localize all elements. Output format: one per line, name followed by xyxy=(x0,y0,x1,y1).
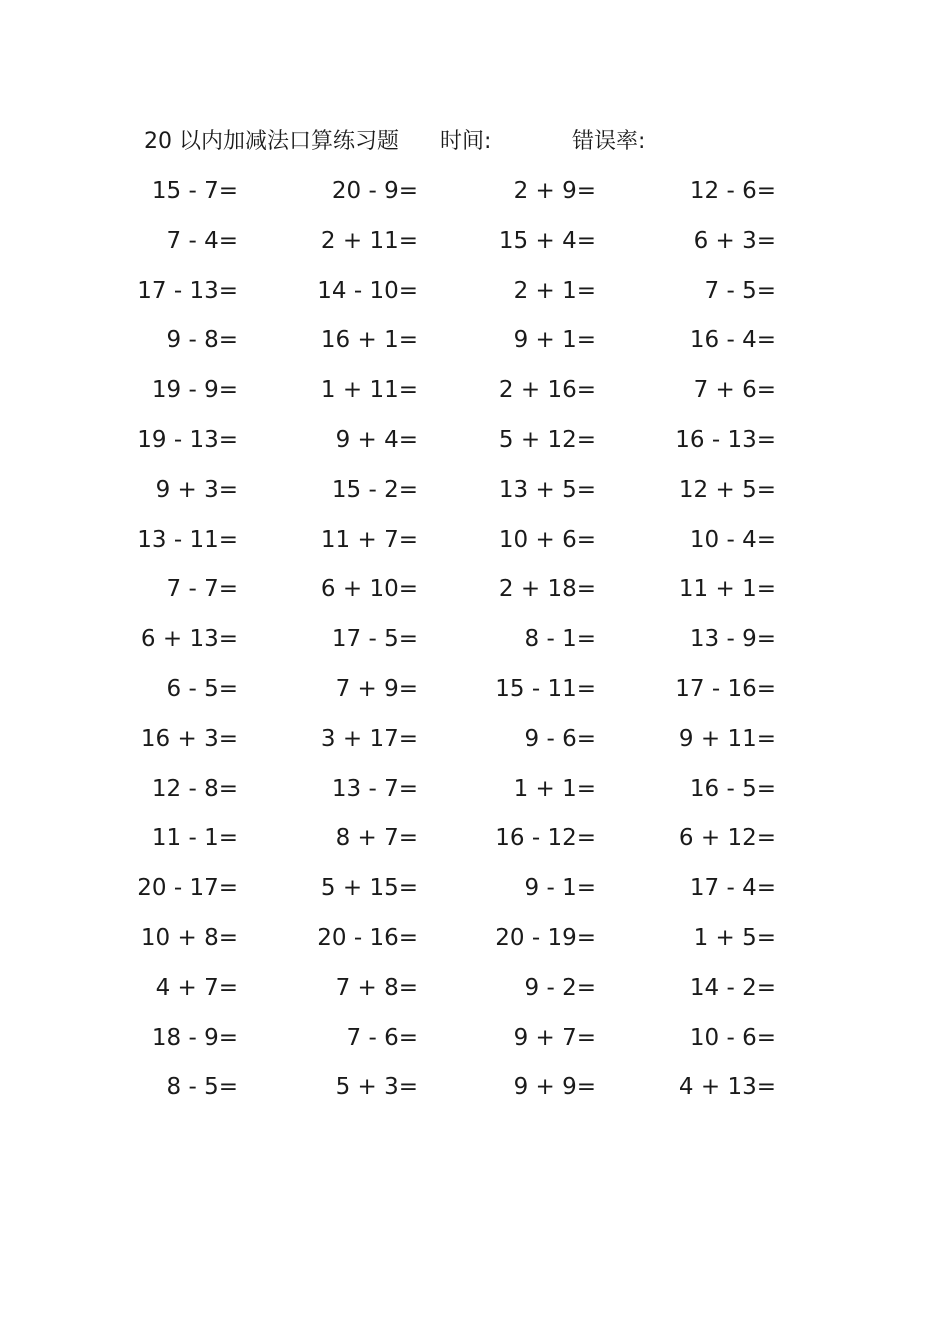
arithmetic-problem: 19 - 9= xyxy=(151,377,238,404)
problem-row xyxy=(130,819,810,869)
arithmetic-problem: 6 - 5= xyxy=(166,675,238,702)
arithmetic-problem: 10 + 6= xyxy=(498,526,596,553)
problem-row xyxy=(130,421,810,471)
problem-row xyxy=(130,321,810,371)
arithmetic-problem: 20 - 9= xyxy=(331,178,418,204)
arithmetic-problem: 2 + 1= xyxy=(513,277,596,304)
arithmetic-problem: 6 + 13= xyxy=(140,626,238,653)
arithmetic-problem: 14 - 2= xyxy=(689,974,776,1001)
arithmetic-problem: 17 - 4= xyxy=(689,875,776,902)
arithmetic-problem: 2 + 11= xyxy=(320,227,418,254)
arithmetic-problem: 5 + 12= xyxy=(498,426,596,453)
arithmetic-problem: 9 + 3= xyxy=(155,476,238,503)
arithmetic-problem: 7 - 6= xyxy=(346,1024,418,1051)
arithmetic-problem: 8 + 7= xyxy=(335,825,418,852)
arithmetic-problem: 9 + 9= xyxy=(513,1074,596,1101)
arithmetic-problem: 12 - 6= xyxy=(689,178,776,204)
arithmetic-problem: 4 + 13= xyxy=(678,1074,776,1101)
arithmetic-problem: 12 + 5= xyxy=(678,476,776,503)
problem-row xyxy=(130,720,810,770)
arithmetic-problem: 17 - 5= xyxy=(331,626,418,653)
arithmetic-problem: 9 + 7= xyxy=(513,1024,596,1051)
arithmetic-problem: 13 - 11= xyxy=(137,526,238,553)
error-rate-label: 错误率: xyxy=(572,129,646,154)
arithmetic-problem: 9 + 11= xyxy=(678,725,776,752)
arithmetic-problem: 6 + 12= xyxy=(678,825,776,852)
arithmetic-problem: 7 - 7= xyxy=(166,576,238,603)
problem-row xyxy=(130,272,810,322)
worksheet-title: 20 以内加减法口算练习题 xyxy=(144,129,399,154)
arithmetic-problem: 8 - 5= xyxy=(166,1074,238,1101)
arithmetic-problem: 17 - 13= xyxy=(137,277,238,304)
arithmetic-problem: 16 + 1= xyxy=(320,327,418,354)
arithmetic-problem: 8 - 1= xyxy=(524,626,596,653)
problem-row xyxy=(130,570,810,620)
arithmetic-problem: 20 - 16= xyxy=(317,924,418,951)
arithmetic-problem: 6 + 3= xyxy=(693,227,776,254)
arithmetic-problem: 10 - 6= xyxy=(689,1024,776,1051)
arithmetic-problem: 7 - 5= xyxy=(704,277,776,304)
arithmetic-problem: 15 + 4= xyxy=(498,227,596,254)
arithmetic-problem: 11 - 1= xyxy=(151,825,238,852)
arithmetic-problem: 14 - 10= xyxy=(317,277,418,304)
problem-row xyxy=(130,869,810,919)
arithmetic-problem: 16 + 3= xyxy=(140,725,238,752)
arithmetic-problem: 13 + 5= xyxy=(498,476,596,503)
arithmetic-problem: 9 - 6= xyxy=(524,725,596,752)
arithmetic-problem: 3 + 17= xyxy=(320,725,418,752)
arithmetic-problem: 2 + 16= xyxy=(498,377,596,404)
arithmetic-problem: 9 - 8= xyxy=(166,327,238,354)
problem-row xyxy=(130,471,810,521)
arithmetic-problem: 18 - 9= xyxy=(151,1024,238,1051)
arithmetic-problem: 2 + 18= xyxy=(498,576,596,603)
arithmetic-problem: 10 + 8= xyxy=(140,924,238,951)
arithmetic-problem: 13 - 9= xyxy=(689,626,776,653)
problem-row xyxy=(130,172,810,222)
arithmetic-problem: 9 + 4= xyxy=(335,426,418,453)
arithmetic-problem: 7 - 4= xyxy=(166,227,238,254)
arithmetic-problem: 17 - 16= xyxy=(675,675,776,702)
arithmetic-problem: 15 - 7= xyxy=(151,178,238,204)
problem-row xyxy=(130,620,810,670)
arithmetic-problem: 1 + 11= xyxy=(320,377,418,404)
arithmetic-problem: 1 + 5= xyxy=(693,924,776,951)
arithmetic-problem: 5 + 15= xyxy=(320,875,418,902)
problem-row xyxy=(130,1068,810,1118)
problem-row xyxy=(130,1019,810,1069)
arithmetic-problem: 6 + 10= xyxy=(320,576,418,603)
arithmetic-problem: 1 + 1= xyxy=(513,775,596,802)
arithmetic-problem: 15 - 11= xyxy=(495,675,596,702)
arithmetic-problem: 5 + 3= xyxy=(335,1074,418,1101)
arithmetic-problem: 12 - 8= xyxy=(151,775,238,802)
problem-row xyxy=(130,770,810,820)
problem-row xyxy=(130,670,810,720)
problem-row xyxy=(130,222,810,272)
arithmetic-problem: 4 + 7= xyxy=(155,974,238,1001)
arithmetic-problem: 16 - 4= xyxy=(689,327,776,354)
arithmetic-problem: 11 + 7= xyxy=(320,526,418,553)
arithmetic-problem: 20 - 17= xyxy=(137,875,238,902)
arithmetic-problem: 16 - 13= xyxy=(675,426,776,453)
arithmetic-problem: 7 + 9= xyxy=(335,675,418,702)
arithmetic-problem: 20 - 19= xyxy=(495,924,596,951)
problem-row xyxy=(130,521,810,571)
arithmetic-problem: 16 - 5= xyxy=(689,775,776,802)
arithmetic-problem: 13 - 7= xyxy=(331,775,418,802)
problem-row xyxy=(130,969,810,1019)
arithmetic-problem: 2 + 9= xyxy=(513,178,596,204)
arithmetic-problem: 9 - 1= xyxy=(524,875,596,902)
arithmetic-problem: 11 + 1= xyxy=(678,576,776,603)
arithmetic-problem: 19 - 13= xyxy=(137,426,238,453)
problem-row xyxy=(130,371,810,421)
arithmetic-problem: 10 - 4= xyxy=(689,526,776,553)
arithmetic-problem: 9 - 2= xyxy=(524,974,596,1001)
arithmetic-problem: 16 - 12= xyxy=(495,825,596,852)
arithmetic-problem: 7 + 6= xyxy=(693,377,776,404)
problem-grid xyxy=(130,172,810,1118)
arithmetic-problem: 15 - 2= xyxy=(331,476,418,503)
arithmetic-problem: 9 + 1= xyxy=(513,327,596,354)
arithmetic-problem: 7 + 8= xyxy=(335,974,418,1001)
time-label: 时间: xyxy=(440,129,492,154)
problem-row xyxy=(130,919,810,969)
